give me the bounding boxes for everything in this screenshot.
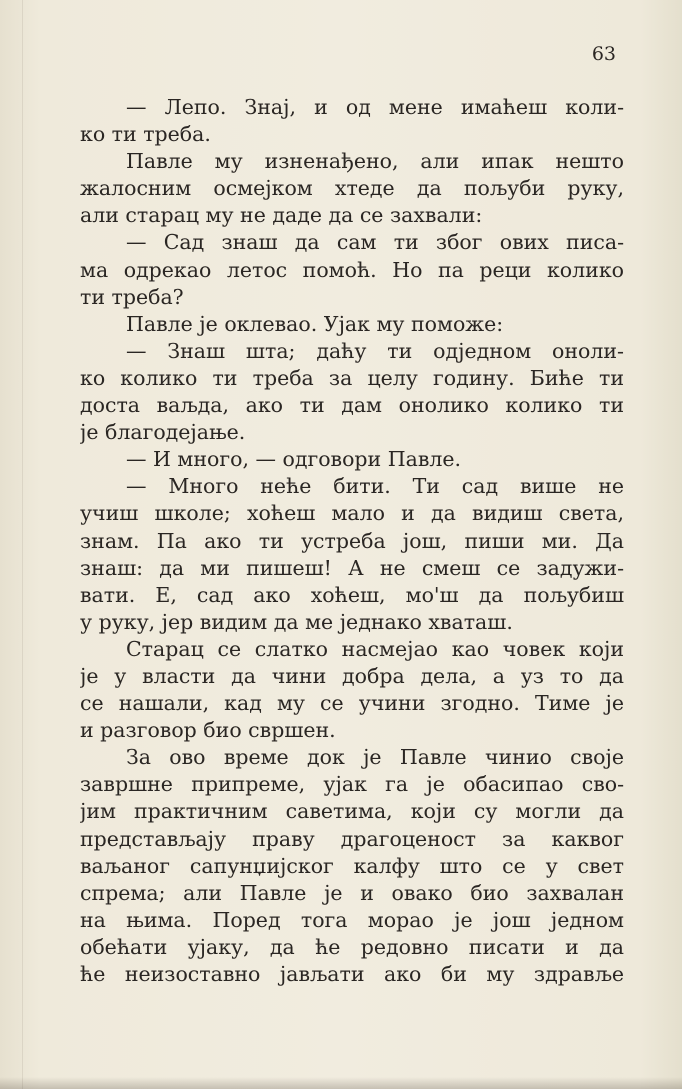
text-line: — Лепо. Знај, и од мене имаћеш коли- <box>126 95 624 119</box>
text-line: је благодејање. <box>80 420 246 445</box>
text-line: обећати ујаку, да ће редовно писати и да <box>80 934 624 959</box>
text-line: — Сад знаш да сам ти због ових писа- <box>126 230 624 255</box>
text-line: ма одрекао летос помоћ. Но па реци колико <box>80 257 624 282</box>
text-line: завршне припреме, ујак га је обасипао сво- <box>80 772 624 797</box>
text-line: јим практичним саветима, који су могли да <box>80 799 624 824</box>
text-line: вати. Е, сад ако хоћеш, мо'ш да пољубиш <box>80 582 624 607</box>
text-line: За ово време док је Павле чинио своје <box>126 745 624 770</box>
text-line: — Знаш шта; даћу ти одједном онoли- <box>126 338 624 363</box>
text-line: у руку, јер видим да ме једнако хваташ. <box>80 609 513 634</box>
text-line: знам. Па ако ти устреба још, пиши ми. Да <box>80 528 624 553</box>
text-line: Павле је оклевао. Ујак му поможе: <box>126 311 504 336</box>
page-bottom-edge <box>0 1077 682 1089</box>
page-number: 63 <box>591 43 616 65</box>
text-line: на њима. Поред тога морао је још једном <box>80 907 624 932</box>
text-line: ко ти треба. <box>80 122 211 147</box>
page-fold-line <box>22 0 23 1089</box>
text-line: је у власти да чини добра дела, а уз то да <box>80 663 624 688</box>
text-line: ко колико ти треба за целу годину. Биће ти <box>80 365 624 390</box>
text-line: али старац му не даде да се захвали: <box>80 203 483 228</box>
text-line: — Много неће бити. Ти сад више не <box>126 474 624 499</box>
text-line: спрема; али Павле је и овако био захвалан <box>80 880 624 905</box>
text-line: ваљаног сапунџијског калфу што се у свет <box>80 853 624 878</box>
text-line: Павле му изненађено, али ипак нешто <box>126 149 624 174</box>
text-line: и разговор био свршен. <box>80 718 336 743</box>
text-line: се нашали, кад му се учини згодно. Тиме је <box>80 691 624 716</box>
body-text <box>80 94 624 988</box>
text-line: Старац се слатко насмејао као човек који <box>126 636 624 661</box>
text-line: жалосним осмејком хтеде да пољуби руку, <box>80 176 624 201</box>
text-line: учиш школе; хоћеш мало и да видиш света, <box>80 501 624 526</box>
text-line: ће неизоставно јављати ако би му здравље <box>80 962 624 986</box>
text-line: представљају праву драгоценост за каквог <box>80 826 624 851</box>
text-line: — И много, — одговори Павле. <box>126 447 462 472</box>
text-line: ти треба? <box>80 284 184 309</box>
text-line: доста ваљда, ако ти дам онолико колико ти <box>80 393 624 418</box>
text-line: знаш: да ми пишеш! А не смеш се задужи- <box>80 555 624 580</box>
